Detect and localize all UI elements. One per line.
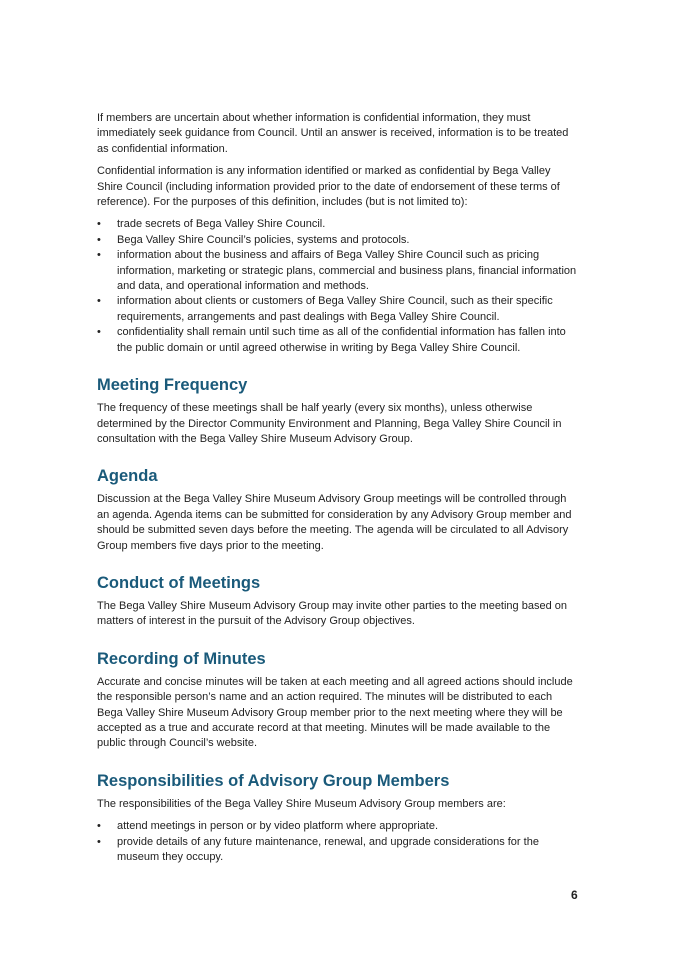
- page-number: 6: [571, 888, 578, 902]
- document-page: [97, 111, 577, 865]
- meeting-frequency-body: The frequency of these meetings shall be half yearly (every six months), unless otherwise determined by the Director Community Environment and Planning, Bega Valley Shire Council in consultation with the Bega Valley Shire Museum Advisory Group.: [97, 402, 562, 445]
- responsibilities-heading: Responsibilities of Advisory Group Members: [97, 771, 450, 790]
- bullet-icon: •: [97, 249, 101, 262]
- minutes-heading: Recording of Minutes: [97, 649, 266, 668]
- intro-paragraph-2: Confidential information is any information identified or marked as confidential by Bega Valley Shire Council (including information provided prior to the date of endorsement of these terms of reference). For the purposes of this definition, includes (but is not limited to):: [97, 165, 560, 209]
- bullet-icon: •: [97, 326, 101, 339]
- intro-paragraph-1: If members are uncertain about whether information is confidential information, they must immediately seek guidance from Council. Until an answer is received, information is to be treated as confidential information.: [97, 112, 569, 155]
- list-item: • provide details of any future maintenance, renewal, and upgrade considerations for the museum they occupy.: [97, 835, 539, 863]
- bullet-icon: •: [97, 295, 101, 308]
- meeting-frequency-heading: Meeting Frequency: [97, 376, 248, 395]
- list-item: • confidentiality shall remain until such time as all of the confidential information has fallen into the public domain or until agreed otherwise in writing by Bega Valley Shire Council.: [97, 326, 566, 354]
- list-item: • attend meetings in person or by video platform where appropriate.: [97, 819, 577, 834]
- agenda-body: Discussion at the Bega Valley Shire Museum Advisory Group meetings will be controlled through an agenda. Agenda items can be submitted for consideration by any Advisory Group member and should be submitted seven days before the meeting. The agenda will be circulated to all Advisory Group members five days prior to the meeting.: [97, 493, 572, 552]
- bullet-icon: •: [97, 820, 101, 833]
- minutes-body: Accurate and concise minutes will be taken at each meeting and all agreed actions should include the responsible person’s name and an action required. The minutes will be distributed to each Bega Valley Shire Museum Advisory Group member prior to the next meeting where they will be accepted as a true and accurate record at that meeting. Minutes will be made available to the public through Council’s website.: [97, 675, 573, 750]
- bullet-icon: •: [97, 233, 101, 246]
- conduct-heading: Conduct of Meetings: [97, 573, 261, 592]
- responsibilities-list: [97, 819, 577, 865]
- list-item: • Bega Valley Shire Council’s policies, systems and protocols.: [97, 233, 577, 248]
- conduct-body: The Bega Valley Shire Museum Advisory Group may invite other parties to the meeting based on matters of interest in the pursuit of the Advisory Group objectives.: [97, 599, 567, 628]
- list-item: • information about the business and affairs of Bega Valley Shire Council such as pricing information, marketing or strategic plans, commercial and business plans, financial information and data, and operational information and methods.: [97, 249, 577, 293]
- list-item: • information about clients or customers of Bega Valley Shire Council, such as their specific requirements, arrangements and past dealings with Bega Valley Shire Council.: [97, 295, 553, 323]
- responsibilities-body: The responsibilities of the Bega Valley Shire Museum Advisory Group members are:: [97, 797, 506, 810]
- bullet-icon: •: [97, 835, 101, 848]
- confidential-info-list: [97, 217, 577, 356]
- agenda-heading: Agenda: [97, 467, 158, 486]
- bullet-icon: •: [97, 218, 101, 231]
- list-item: • trade secrets of Bega Valley Shire Council.: [97, 217, 577, 232]
